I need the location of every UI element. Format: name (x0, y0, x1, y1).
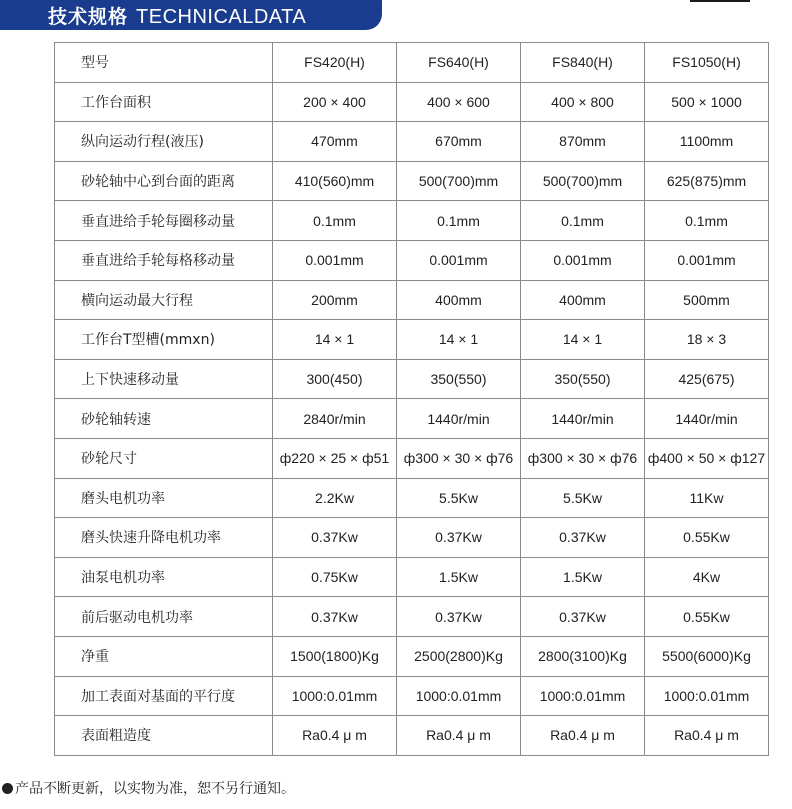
row-label: 上下快速移动量 (55, 359, 273, 399)
row-label: 工作台T型槽(mmxn) (55, 320, 273, 360)
table-row (55, 676, 769, 716)
table-row (55, 280, 769, 320)
table-cell: 0.55Kw (645, 597, 769, 637)
table-cell: 11Kw (645, 478, 769, 518)
table-cell: 4Kw (645, 557, 769, 597)
table-cell: 0.37Kw (397, 518, 521, 558)
table-cell: 1500(1800)Kg (273, 636, 397, 676)
table-row (55, 716, 769, 756)
table-cell: 0.001mm (273, 240, 397, 280)
table-cell: 18 × 3 (645, 320, 769, 360)
table-cell: 400 × 800 (521, 82, 645, 122)
table-cell: 410(560)mm (273, 161, 397, 201)
table-row (55, 359, 769, 399)
table-cell: 470mm (273, 122, 397, 162)
table-row (55, 240, 769, 280)
table-cell: 870mm (521, 122, 645, 162)
table-row (55, 478, 769, 518)
table-cell: 0.37Kw (521, 597, 645, 637)
table-cell: 0.1mm (645, 201, 769, 241)
table-cell: 2.2Kw (273, 478, 397, 518)
table-cell: 1000:0.01mm (273, 676, 397, 716)
table-cell: 1.5Kw (521, 557, 645, 597)
table-cell: 0.1mm (397, 201, 521, 241)
table-cell: Ra0.4 μ m (397, 716, 521, 756)
table-cell: ф300 × 30 × ф76 (397, 438, 521, 478)
table-cell: 0.37Kw (273, 518, 397, 558)
table-cell: 625(875)mm (645, 161, 769, 201)
table-cell: FS640(H) (397, 43, 521, 83)
table-row (55, 636, 769, 676)
table-cell: 5.5Kw (397, 478, 521, 518)
table-cell: 2500(2800)Kg (397, 636, 521, 676)
table-row (55, 399, 769, 439)
table-cell: 1000:0.01mm (521, 676, 645, 716)
row-label: 加工表面对基面的平行度 (55, 676, 273, 716)
table-cell: ф220 × 25 × ф51 (273, 438, 397, 478)
table-cell: 5500(6000)Kg (645, 636, 769, 676)
table-cell: 300(450) (273, 359, 397, 399)
table-row (55, 597, 769, 637)
row-label: 横向运动最大行程 (55, 280, 273, 320)
section-header (0, 0, 382, 30)
table-cell: 0.1mm (521, 201, 645, 241)
row-label: 型号 (55, 43, 273, 83)
table-cell: 14 × 1 (397, 320, 521, 360)
table-cell: 350(550) (397, 359, 521, 399)
row-label: 油泵电机功率 (55, 557, 273, 597)
table-row (55, 438, 769, 478)
table-cell: 500 × 1000 (645, 82, 769, 122)
table-cell: FS840(H) (521, 43, 645, 83)
table-cell: 5.5Kw (521, 478, 645, 518)
table-row (55, 320, 769, 360)
spec-table (54, 42, 769, 756)
table-row (55, 557, 769, 597)
section-title (48, 2, 306, 29)
table-cell: Ra0.4 μ m (521, 716, 645, 756)
row-label: 工作台面积 (55, 82, 273, 122)
table-cell: 14 × 1 (273, 320, 397, 360)
row-label: 垂直进给手轮每圈移动量 (55, 201, 273, 241)
row-label: 垂直进给手轮每格移动量 (55, 240, 273, 280)
table-cell: ф400 × 50 × ф127 (645, 438, 769, 478)
section-title-en: TECHNICALDATA (136, 5, 307, 28)
table-cell: FS420(H) (273, 43, 397, 83)
table-row (55, 161, 769, 201)
table-cell: Ra0.4 μ m (645, 716, 769, 756)
table-cell: 0.75Kw (273, 557, 397, 597)
row-label: 磨头电机功率 (55, 478, 273, 518)
table-cell: 0.001mm (397, 240, 521, 280)
row-label: 表面粗造度 (55, 716, 273, 756)
table-cell: 1.5Kw (397, 557, 521, 597)
table-cell: 1100mm (645, 122, 769, 162)
table-cell: 200 × 400 (273, 82, 397, 122)
decorative-line (690, 0, 750, 2)
table-row (55, 82, 769, 122)
table-cell: 0.1mm (273, 201, 397, 241)
table-cell: 2800(3100)Kg (521, 636, 645, 676)
table-cell: 1000:0.01mm (397, 676, 521, 716)
table-cell: 14 × 1 (521, 320, 645, 360)
row-label: 磨头快速升降电机功率 (55, 518, 273, 558)
table-cell: 0.001mm (645, 240, 769, 280)
table-row (55, 122, 769, 162)
table-cell: 0.37Kw (273, 597, 397, 637)
footnote-text: 产品不断更新，以实物为准，恕不另行通知。 (15, 781, 295, 797)
row-label: 砂轮尺寸 (55, 438, 273, 478)
table-cell: 400mm (521, 280, 645, 320)
table-cell: 0.37Kw (521, 518, 645, 558)
table-cell: 400mm (397, 280, 521, 320)
table-cell: 400 × 600 (397, 82, 521, 122)
row-label: 净重 (55, 636, 273, 676)
table-cell: 1440r/min (521, 399, 645, 439)
table-cell: 500mm (645, 280, 769, 320)
table-cell: 500(700)mm (397, 161, 521, 201)
section-title-cn: 技术规格 (48, 5, 129, 28)
row-label: 纵向运动行程(液压) (55, 122, 273, 162)
table-cell: 500(700)mm (521, 161, 645, 201)
spec-table-body (55, 43, 769, 756)
table-cell: Ra0.4 μ m (273, 716, 397, 756)
table-cell: 0.37Kw (397, 597, 521, 637)
table-row (55, 201, 769, 241)
table-cell: 0.001mm (521, 240, 645, 280)
table-cell: 350(550) (521, 359, 645, 399)
row-label: 砂轮轴转速 (55, 399, 273, 439)
bullet-icon (2, 783, 13, 794)
row-label: 前后驱动电机功率 (55, 597, 273, 637)
row-label: 砂轮轴中心到台面的距离 (55, 161, 273, 201)
table-cell: 1440r/min (645, 399, 769, 439)
footnote (2, 778, 295, 798)
table-row (55, 518, 769, 558)
table-cell: 0.55Kw (645, 518, 769, 558)
table-row (55, 43, 769, 83)
table-cell: 1000:0.01mm (645, 676, 769, 716)
table-cell: 200mm (273, 280, 397, 320)
table-cell: ф300 × 30 × ф76 (521, 438, 645, 478)
table-cell: 425(675) (645, 359, 769, 399)
table-cell: FS1050(H) (645, 43, 769, 83)
table-cell: 1440r/min (397, 399, 521, 439)
table-cell: 2840r/min (273, 399, 397, 439)
table-cell: 670mm (397, 122, 521, 162)
